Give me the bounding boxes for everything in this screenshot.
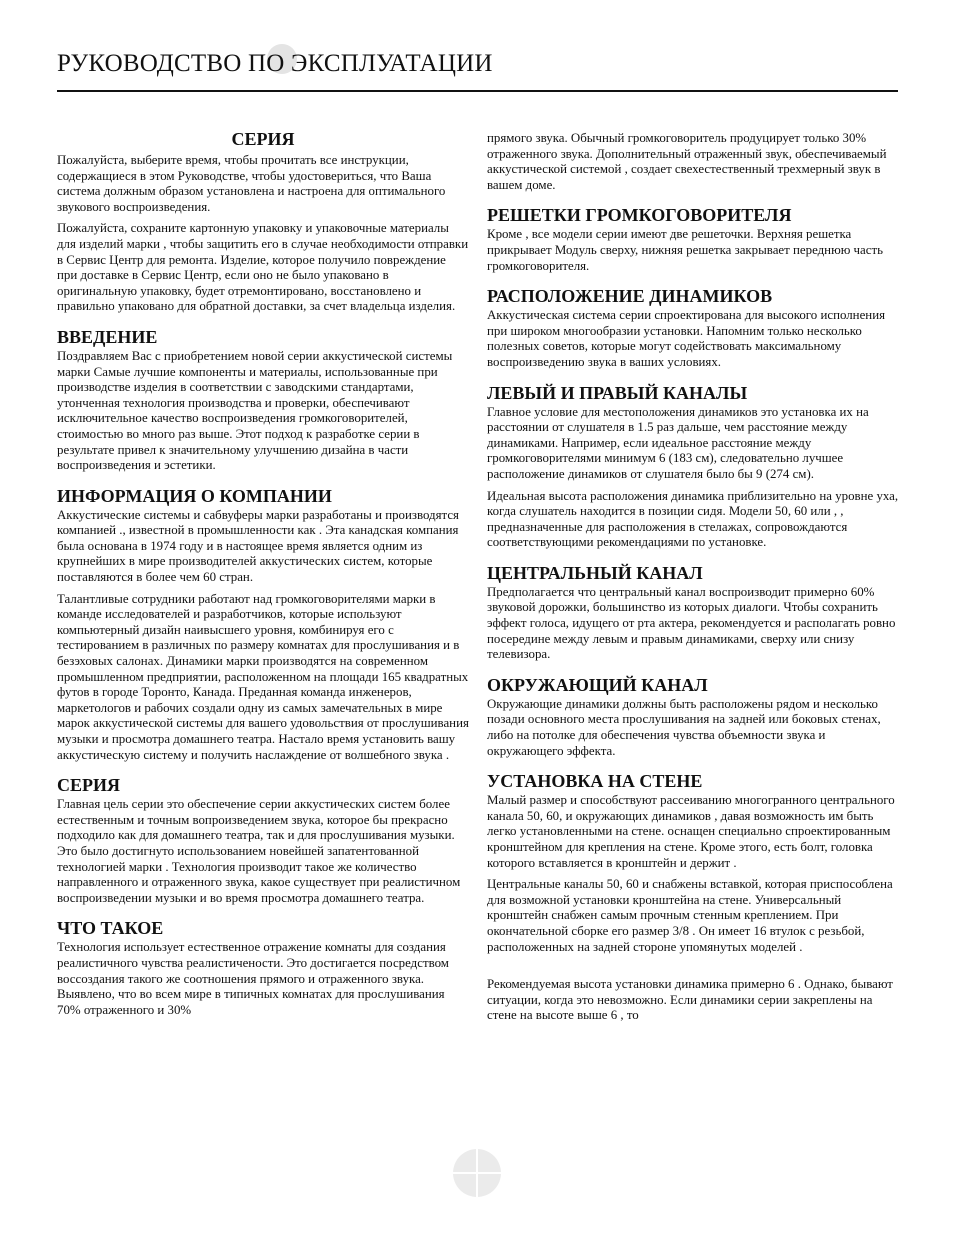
section-heading: ЦЕНТРАЛЬНЫЙ КАНАЛ xyxy=(487,562,703,583)
section-heading: ЛЕВЫЙ И ПРАВЫЙ КАНАЛЫ xyxy=(487,382,748,403)
section-paragraph: прямого звука. Обычный громкоговоритель продуцирует только 30% отраженного звука. Дополнительный отраженный звук, обеспечиваемый аккустической системой , создает свехестественный трехмерный звук в вашем доме. xyxy=(487,131,887,192)
section-heading: ЧТО ТАКОЕ xyxy=(57,918,164,939)
section-paragraph: Малый размер и способствуют рассеиванию многогранного центрального канала 50, 60, и окружающих динамиков , давая возможность им быть легко установленными на стене. оснащен специально спроектированным кронштейном для крепления на стене. Кроме этого, есть болт, головка которого вставляется в кронштейн и держит . xyxy=(487,793,895,870)
section-heading: ОКРУЖАЮЩИЙ КАНАЛ xyxy=(487,674,708,695)
section-paragraph: Талантливые сотрудники работают над громкоговорителями марки в команде исследователей и разработчиков, которые используют компьютерный дизайн наивысшего уровня, комбинируя его с тестированием в различных по размеру комнатах для прослушивания и в безэховых салонах. Динамики марки производятся на современном промышленном предприятии, расположенном на площади 165 квадратных футов в городе Торонто, Канада. Преданная команда инженеров, маркетологов и рабочих создали одну из самых замечательных в мире марок аккустической системы для вашего удовольствия от прослушивания музыки и просмотра домашнего театра. Настало время установить вашу аккустическую систему и получить наслаждение от волшебного звука . xyxy=(57,591,469,762)
section-paragraph: Пожалуйста, выберите время, чтобы прочитать все инструкции, содержащиеся в этом Руководстве, чтобы удостовериться, что Ваша система должным образом установлена и настроена для оптимального звукового воспроизведения. xyxy=(57,153,446,214)
right-column-section xyxy=(487,131,899,193)
section-paragraph: Аккустические системы и сабвуферы марки разработаны и производятся компанией ., известной в промышленности как . Эта канадская компания была основана в 1974 году и в настоящее время является одним из крупнейших в мире производителей аккустических систем, которые поставляются в более чем 60 стран. xyxy=(57,507,459,585)
section-heading: УСТАНОВКА НА СТЕНЕ xyxy=(487,771,703,792)
section-paragraph: Главная цель серии это обеспечение серии аккустических систем более естественным и точным вопроизведением звука, которое бы прекрасно подходило как для домашнего театра, так и для прослушивания музыки. Это было достигнуто использованием новейшей запатентованной технологией марки . Технология производит такое же количество направленного и отраженного звука, какое существует при реалистичном воспроизведении музыки и во время просмотра домашнего театра. xyxy=(57,797,461,905)
section-paragraph: Рекомендуемая высота установки динамика примерно 6 . Однако, бывают ситуации, когда это невозможно. Если динамики серии закреплены на стене на высоте выше 6 , то xyxy=(487,977,893,1023)
right-column-section xyxy=(487,383,899,551)
right-column-section xyxy=(487,771,899,1024)
left-column xyxy=(57,129,469,1030)
section-heading: СЕРИЯ xyxy=(231,129,295,149)
left-column-section xyxy=(57,129,469,315)
section-paragraph: Предполагается что центральный канал воспроизводит примерно 60% звуковой дорожки, большинство из которых диалоги. Чтобы сохранить эффект голоса, идущего от рта актера, рекомендуется и располагать ровно посередине между левым и правым динамиками, сверху или снизу телевизора. xyxy=(487,584,896,662)
section-heading: РЕШЕТКИ ГРОМКОГОВОРИТЕЛЯ xyxy=(487,205,792,226)
section-heading: ИНФОРМАЦИЯ О КОМПАНИИ xyxy=(57,485,332,506)
left-column-section xyxy=(57,775,469,906)
left-column-section xyxy=(57,918,469,1018)
section-paragraph: Идеальная высота расположения динамика приблизительно на уровне уха, когда слушатель находится в позиции сидя. Модели 50, 60 или , , предназначенные для расположения в стелажах, сопровождаются соответствующими рекомендациями по установке. xyxy=(487,488,899,550)
section-paragraph: Главное условие для местоположения динамиков это установка их на расстоянии от слушателя в 1.5 раз дальше, чем расстояние между динамиками. Например, если идеальное расстояние между громкоговорителями минимум 6 (183 см), следовательно лучшее расположение динамиков от слушателя было бы 9 (274 см). xyxy=(487,404,869,481)
left-column-section xyxy=(57,327,469,474)
section-heading: ВВЕДЕНИЕ xyxy=(57,326,158,347)
section-paragraph: Поздравляем Вас с приобретением новой серии аккустической системы марки Самые лучшие компоненты и материалы, использованные при производстве изделия в соответствии с заводскими стандартами, утонченная технология производства и проверки, обеспечивают исключительное качество воспроизведения громкоговорителей, стоимостью во много раз выше. Этот подход к разработке серии в результате привел к значительному улучшению дизайна в части воспроизведения и эстетики. xyxy=(57,348,453,473)
section-paragraph: Аккустическая система серии спроектирована для высокого исполнения при широком многообразии установки. Напомним только несколько полезных советов, которые могут содействовать максимальному воспроизведению звука в ваших условиях. xyxy=(487,308,886,369)
section-heading: РАСПОЛОЖЕНИЕ ДИНАМИКОВ xyxy=(487,286,773,307)
section-paragraph: Технология использует естественное отражение комнаты для создания реалистичного чувства реалистичености. Это достигается посредством воссоздания такого же соотношения прямого и отраженного звука. Выявлено, что во всем мире в типичных комнатах для прослушивания 70% отраженного и 30% xyxy=(57,940,449,1017)
section-paragraph: Центральные каналы 50, 60 и снабжены вставкой, которая приспособлена для возможной установки кронштейна на стене. Универсальный кронштейн снабжен самым прочным стенным креплением. При окончательной сборке его размер 3/8 . Он имеет 16 втулок с резьбой, расположенных на задней стороне упомянутых моделей . xyxy=(487,877,893,954)
right-column xyxy=(487,131,899,1036)
section-paragraph: Окружающие динамики должны быть расположены рядом и несколько позади основного места прослушивания на задней или боковых стенах, либо на потолке для обеспечения чувства объемности звука и окружающего эффекта. xyxy=(487,696,881,758)
right-column-section xyxy=(487,286,899,370)
page-title: РУКОВОДСТВО ПО ЭКСПЛУАТАЦИИ xyxy=(57,50,493,77)
section-paragraph: Кроме , все модели серии имеют две решеточки. Верхняя решетка прикрывает Модуль сверху, нижняя решетка закрывает переднюю часть громкоговорителя. xyxy=(487,227,884,273)
section-heading: СЕРИЯ xyxy=(57,775,120,796)
decorative-circle-bottom xyxy=(453,1149,501,1197)
right-column-section xyxy=(487,675,899,759)
left-column-section xyxy=(57,486,469,764)
section-paragraph: Пожалуйста, сохраните картонную упаковку и упаковочные материалы для изделий марки , чтобы защитить его в случае необходимости отправки в Сервис Центр для ремонта. Изделие, которое получило повреждение при доставке в Сервис Центр, если оно не было упаковано в оригинальную упаковку, будет отремонтировано, восстановлено и правильно упаковано для обратной доставки, за счет владельца изделия. xyxy=(57,221,469,314)
header-rule xyxy=(57,90,898,92)
right-column-section xyxy=(487,563,899,663)
right-column-section xyxy=(487,205,899,274)
